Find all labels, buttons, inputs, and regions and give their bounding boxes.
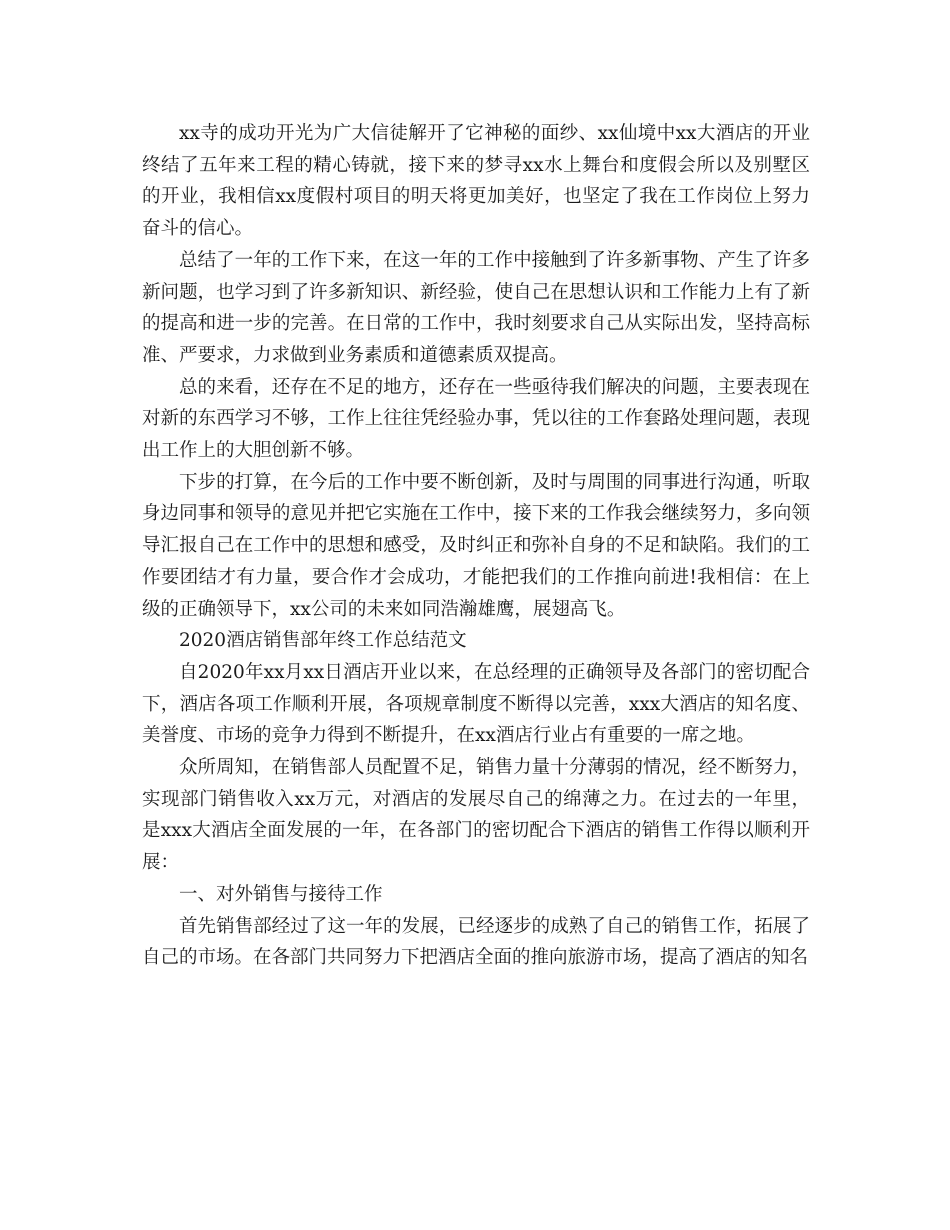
subsection-heading: 一、对外销售与接待工作 — [179, 883, 383, 905]
paragraph-shortcomings: 总的来看，还存在不足的地方，还存在一些亟待我们解决的问题，主要表现在对新的东西学习不够，工作上往往凭经验办事，凭以往的工作套路处理问题，表现出工作上的大胆创新不够。 — [142, 376, 810, 462]
paragraph-opening: xx寺的成功开光为广大信徒解开了它神秘的面纱、xx仙境中xx大酒店的开业终结了五年来工程的精心铸就，接下来的梦寻xx水上舞台和度假会所以及别墅区的开业，我相信xx度假村项目的明天将更加美好，也坚定了我在工作岗位上努力奋斗的信心。 — [142, 123, 810, 240]
section-title: 2020酒店销售部年终工作总结范文 — [179, 630, 467, 652]
paragraph-sales-development: 首先销售部经过了这一年的发展，已经逐步的成熟了自己的销售工作，拓展了自己的市场。在各部门共同努力下把酒店全面的推向旅游市场，提高了酒店的知名 — [142, 915, 810, 969]
paragraph-year-summary: 总结了一年的工作下来，在这一年的工作中接触到了许多新事物、产生了许多新问题，也学习到了许多新知识、新经验，使自己在思想认识和工作能力上有了新的提高和进一步的完善。在日常的工作中，我时刻要求自己从实际出发，坚持高标准、严要求，力求做到业务素质和道德素质双提高。 — [142, 249, 810, 366]
paragraph-hotel-opening: 自2020年xx月xx日酒店开业以来，在总经理的正确领导及各部门的密切配合下，酒店各项工作顺利开展，各项规章制度不断得以完善，xxx大酒店的知名度、美誉度、市场的竞争力得到不断提升，在xx酒店行业占有重要的一席之地。 — [142, 661, 810, 747]
paragraph-sales-results: 众所周知，在销售部人员配置不足，销售力量十分薄弱的情况，经不断努力，实现部门销售收入xx万元，对酒店的发展尽自己的绵薄之力。在过去的一年里，是xxx大酒店全面发展的一年，在各部门的密切配合下酒店的销售工作得以顺利开展： — [142, 757, 810, 874]
document-body — [142, 118, 810, 974]
paragraph-next-steps: 下步的打算，在今后的工作中要不断创新，及时与周围的同事进行沟通，听取身边同事和领导的意见并把它实施在工作中，接下来的工作我会继续努力，多向领导汇报自己在工作中的思想和感受，及时纠正和弥补自身的不足和缺陷。我们的工作要团结才有力量，要合作才会成功，才能把我们的工作推向前进!我相信：在上级的正确领导下，xx公司的未来如同浩瀚雄鹰，展翅高飞。 — [142, 471, 810, 620]
